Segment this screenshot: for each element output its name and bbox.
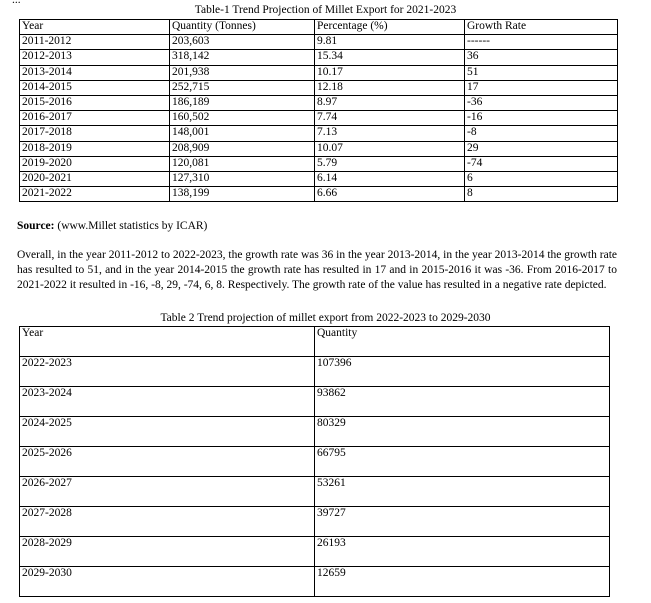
table-row [20,507,610,537]
year-cell: 2018-2019 [20,141,170,156]
quantity-cell: 12659 [315,567,610,597]
quantity-cell: 160,502 [170,111,315,126]
table2-header-year: Year [20,327,315,357]
quantity-cell: 127,310 [170,171,315,186]
percentage-cell: 10.07 [315,141,465,156]
table1-header-year: Year [20,20,170,35]
table2 [19,326,610,597]
table2-header-quantity: Quantity [315,327,610,357]
table-row [20,80,618,95]
year-cell: 2014-2015 [20,80,170,95]
quantity-cell: 53261 [315,477,610,507]
clipped-text-top: ... [12,0,21,6]
table-row [20,141,618,156]
body-paragraph: Overall, in the year 2011-2012 to 2022-2023, the growth rate was 36 in the year 2013-2014, in the year 2013-2014 the growth rate has resulted to 51, and in the year 2014-2015 the growth rate has resulted in 17 and in 2015-2016 it was -36. From 2016-2017 to 2021-2022 it resulted in -16, -8, 29, -74, 6, 8. Respectively. The growth rate of the value has resulted in a negative rate depicted. [17,249,617,291]
year-cell: 2012-2013 [20,50,170,65]
percentage-cell: 7.74 [315,111,465,126]
table-row [20,477,610,507]
table-row [20,111,618,126]
percentage-cell: 6.14 [315,171,465,186]
table1-header-growth-rate: Growth Rate [465,20,618,35]
percentage-cell: 7.13 [315,126,465,141]
table-row [20,126,618,141]
quantity-cell: 107396 [315,357,610,387]
year-cell: 2022-2023 [20,357,315,387]
growth-rate-cell: -74 [465,156,618,171]
percentage-cell: 8.97 [315,95,465,110]
quantity-cell: 93862 [315,387,610,417]
year-cell: 2017-2018 [20,126,170,141]
table-row [20,357,610,387]
growth-rate-cell: 29 [465,141,618,156]
quantity-cell: 252,715 [170,80,315,95]
table-row [20,187,618,202]
quantity-cell: 318,142 [170,50,315,65]
table1-header-row [20,20,618,35]
year-cell: 2027-2028 [20,507,315,537]
growth-rate-cell: 8 [465,187,618,202]
year-cell: 2020-2021 [20,171,170,186]
table2-caption: Table 2 Trend projection of millet export from 2022-2023 to 2029-2030 [160,312,491,324]
growth-rate-cell: 51 [465,65,618,80]
year-cell: 2026-2027 [20,477,315,507]
table-row [20,417,610,447]
year-cell: 2028-2029 [20,537,315,567]
table1-header-percentage: Percentage (%) [315,20,465,35]
quantity-cell: 148,001 [170,126,315,141]
quantity-cell: 39727 [315,507,610,537]
table-row [20,171,618,186]
quantity-cell: 80329 [315,417,610,447]
quantity-cell: 138,199 [170,187,315,202]
table1-header-quantity: Quantity (Tonnes) [170,20,315,35]
year-cell: 2021-2022 [20,187,170,202]
quantity-cell: 186,189 [170,95,315,110]
year-cell: 2013-2014 [20,65,170,80]
percentage-cell: 9.81 [315,35,465,50]
percentage-cell: 6.66 [315,187,465,202]
year-cell: 2015-2016 [20,95,170,110]
table-row [20,95,618,110]
year-cell: 2023-2024 [20,387,315,417]
table1 [19,19,618,202]
source-label: Source: [17,220,55,232]
table-row [20,447,610,477]
percentage-cell: 5.79 [315,156,465,171]
growth-rate-cell: 36 [465,50,618,65]
growth-rate-cell: 6 [465,171,618,186]
table1-caption: Table-1 Trend Projection of Millet Export for 2021-2023 [194,4,457,16]
table-row [20,156,618,171]
table-row [20,50,618,65]
source-text: (www.Millet statistics by ICAR) [54,220,208,232]
growth-rate-cell: -8 [465,126,618,141]
growth-rate-cell: ------ [465,35,618,50]
percentage-cell: 12.18 [315,80,465,95]
percentage-cell: 15.34 [315,50,465,65]
year-cell: 2016-2017 [20,111,170,126]
table-row [20,65,618,80]
table2-header-row [20,327,610,357]
percentage-cell: 10.17 [315,65,465,80]
quantity-cell: 208,909 [170,141,315,156]
quantity-cell: 203,603 [170,35,315,50]
table-row [20,537,610,567]
year-cell: 2024-2025 [20,417,315,447]
growth-rate-cell: -16 [465,111,618,126]
quantity-cell: 26193 [315,537,610,567]
source-note [17,220,207,232]
year-cell: 2025-2026 [20,447,315,477]
quantity-cell: 120,081 [170,156,315,171]
quantity-cell: 66795 [315,447,610,477]
year-cell: 2011-2012 [20,35,170,50]
growth-rate-cell: -36 [465,95,618,110]
year-cell: 2019-2020 [20,156,170,171]
table-row [20,35,618,50]
growth-rate-cell: 17 [465,80,618,95]
year-cell: 2029-2030 [20,567,315,597]
table-row [20,387,610,417]
table-row [20,567,610,597]
quantity-cell: 201,938 [170,65,315,80]
